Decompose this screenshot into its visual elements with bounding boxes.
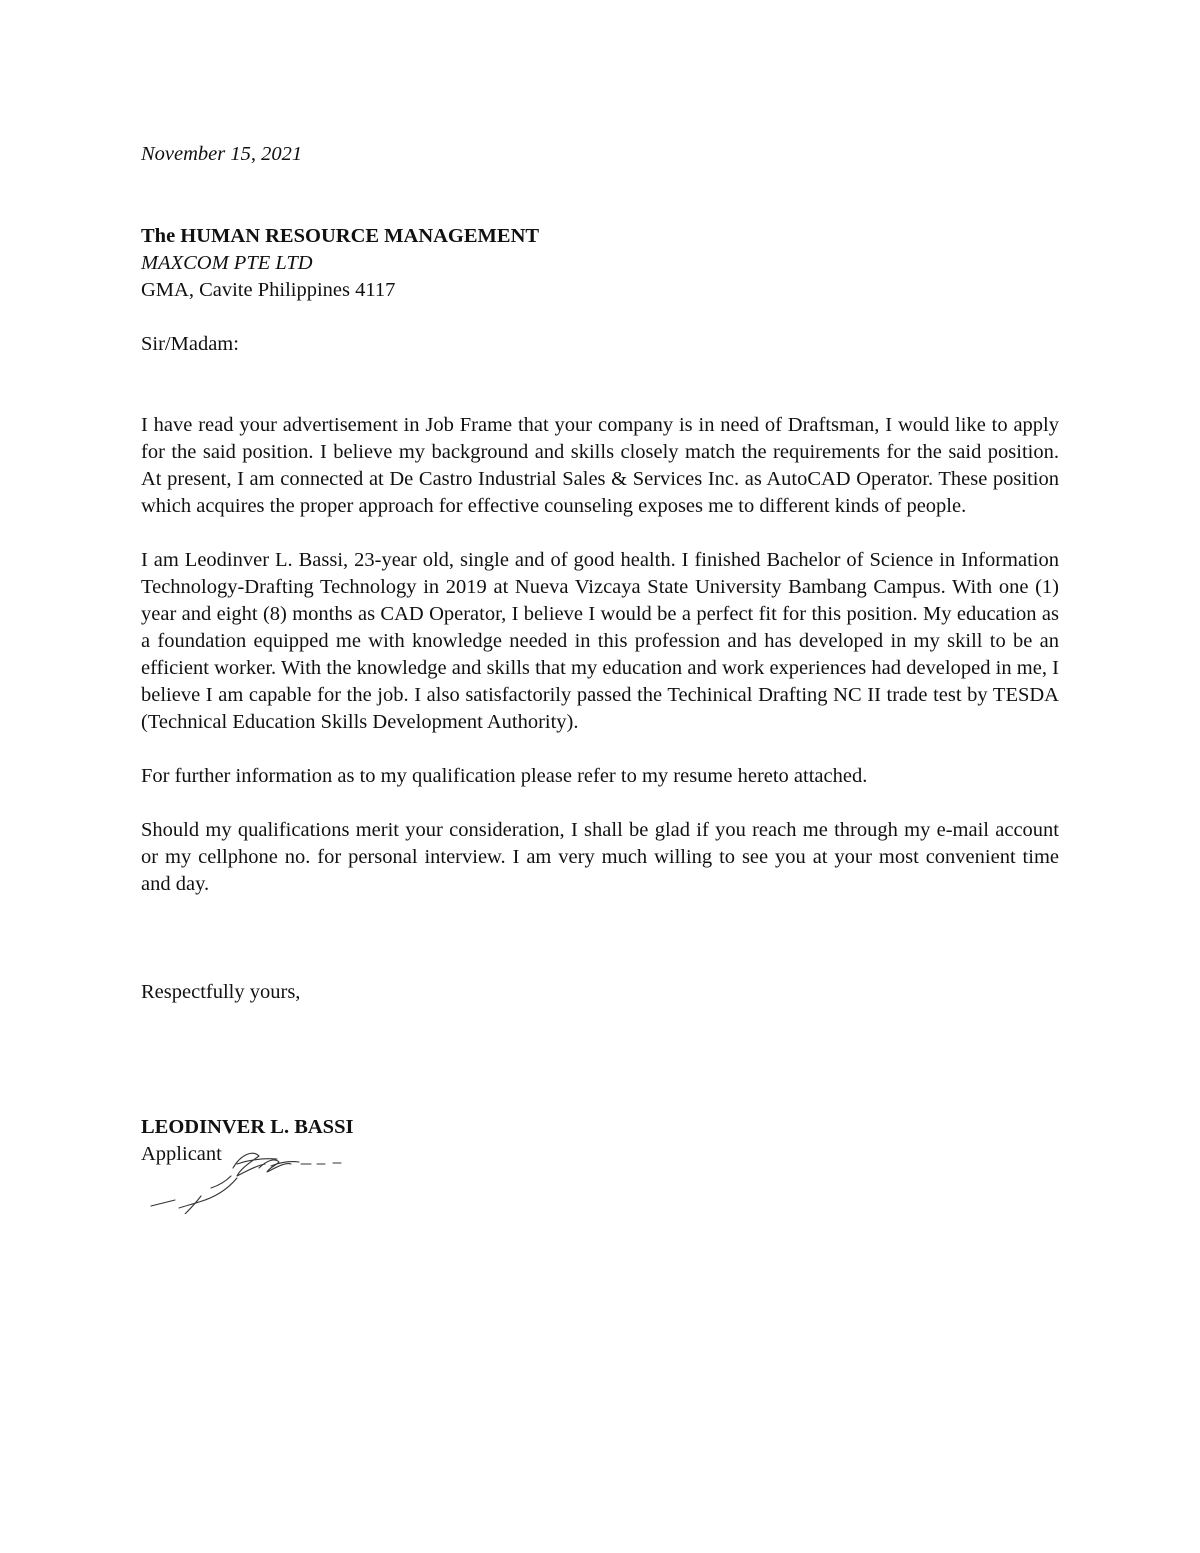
- signature-block: [141, 1114, 1059, 1168]
- letter-date: November 15, 2021: [141, 143, 303, 165]
- paragraph-application: I have read your advertisement in Job Frame that your company is in need of Draftsman, I would like to apply for the said position. I believe my background and skills closely match the requirements for the said position. At present, I am connected at De Castro Industrial Sales & Services Inc. as AutoCAD Operator. These position which acquires the proper approach for effective counseling exposes me to different kinds of people.: [141, 414, 1059, 517]
- recipient-company: MAXCOM PTE LTD: [141, 252, 313, 274]
- recipient-address: GMA, Cavite Philippines 4117: [141, 279, 396, 301]
- paragraph-contact: Should my qualifications merit your consideration, I shall be glad if you reach me through my e-mail account or my cellphone no. for personal interview. I am very much willing to see you at your most convenient time and day.: [141, 819, 1059, 895]
- closing: Respectfully yours,: [141, 981, 301, 1003]
- recipient-title: The HUMAN RESOURCE MANAGEMENT: [141, 225, 540, 247]
- signatory-name: LEODINVER L. BASSI: [141, 1116, 354, 1138]
- recipient-block: [141, 223, 1059, 304]
- paragraph-resume: For further information as to my qualification please refer to my resume hereto attached.: [141, 765, 868, 787]
- paragraph-background: I am Leodinver L. Bassi, 23-year old, single and of good health. I finished Bachelor of Science in Information Technology-Drafting Technology in 2019 at Nueva Vizcaya State University Bambang Campus. With one (1) year and eight (8) months as CAD Operator, I believe I would be a perfect fit for this position. My education as a foundation equipped me with knowledge needed in this profession and has developed in my skill to be an efficient worker. With the knowledge and skills that my education and work experiences had developed in me, I believe I am capable for the job. I also satisfactorily passed the Techinical Drafting NC II trade test by TESDA (Technical Education Skills Development Authority).: [141, 549, 1059, 733]
- signatory-role: Applicant: [141, 1143, 222, 1165]
- letter-body: [141, 141, 1059, 1168]
- salutation: Sir/Madam:: [141, 333, 239, 355]
